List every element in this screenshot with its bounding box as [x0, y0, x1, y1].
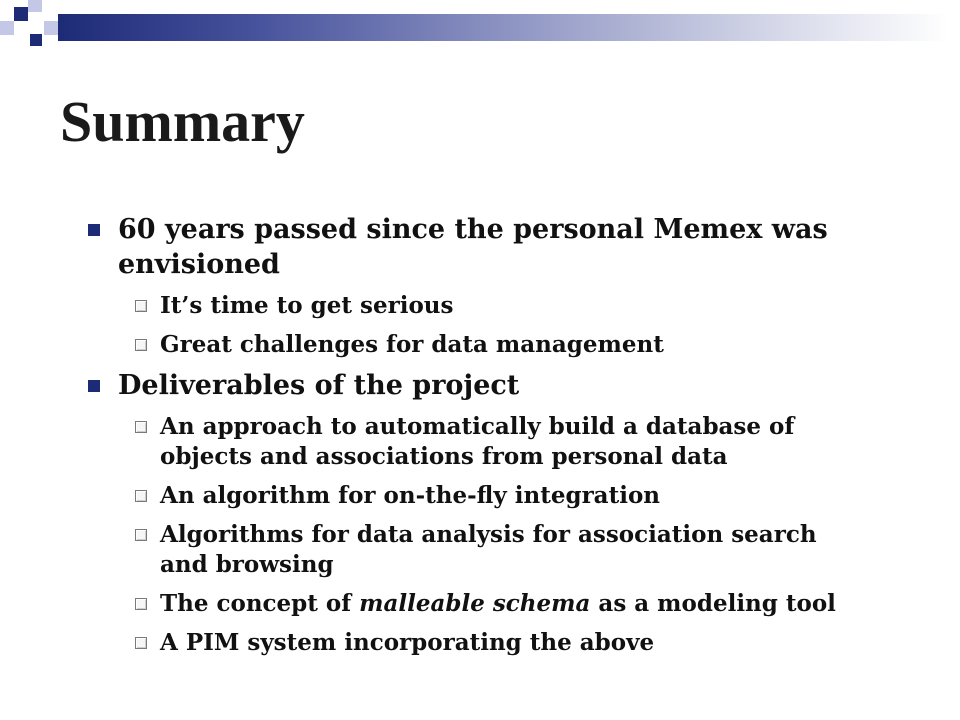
sub-bullet-item-analysis [0, 520, 960, 580]
bullet-list [0, 212, 960, 658]
hollow-square-bullet-icon [135, 529, 147, 541]
text-segment: The concept of [160, 590, 360, 617]
filled-square-bullet-icon [88, 380, 100, 392]
corner-square [28, 0, 42, 12]
hollow-square-bullet-icon [135, 300, 147, 312]
sub-bullet-text-line: objects and associations from personal data [160, 443, 728, 470]
bullet-text-line: Deliverables of the project [118, 370, 520, 401]
header-gradient-bar [58, 14, 948, 41]
hollow-square-bullet-icon [135, 637, 147, 649]
slide-title: Summary [60, 89, 305, 154]
sub-bullet-text-line: Great challenges for data management [160, 331, 664, 358]
sub-bullet-item-pim-system [0, 628, 960, 658]
hollow-square-bullet-icon [135, 490, 147, 502]
sub-bullet-item-approach [0, 412, 960, 472]
filled-square-bullet-icon [88, 224, 100, 236]
sub-bullet-text-line: An algorithm for on-the-fly integration [160, 482, 661, 509]
sub-bullet-item-algorithm [0, 481, 960, 511]
hollow-square-bullet-icon [135, 421, 147, 433]
bullet-text-line: 60 years passed since the personal Memex was [118, 214, 828, 245]
sub-bullet-text-line [160, 589, 960, 619]
sub-bullet-text-line: It’s time to get serious [160, 292, 454, 319]
corner-square [14, 7, 28, 21]
sub-bullet-text-line: and browsing [160, 551, 334, 578]
sub-bullet-item-challenges [0, 330, 960, 360]
italic-term: malleable schema [359, 590, 591, 617]
hollow-square-bullet-icon [135, 598, 147, 610]
sub-bullet-item-serious [0, 291, 960, 321]
bullet-item-deliverables [0, 368, 960, 403]
bullet-text-line: envisioned [118, 249, 280, 280]
corner-square [0, 21, 14, 35]
sub-bullet-text-line: Algorithms for data analysis for association search [160, 521, 817, 548]
sub-bullet-text-line: An approach to automatically build a database of [160, 413, 795, 440]
text-segment: as a modeling tool [590, 590, 836, 617]
corner-square [44, 21, 58, 35]
corner-square [30, 34, 42, 46]
bullet-item-memex [0, 212, 960, 282]
sub-bullet-item-malleable-schema [0, 589, 960, 619]
sub-bullet-text-line: A PIM system incorporating the above [160, 629, 655, 656]
hollow-square-bullet-icon [135, 339, 147, 351]
